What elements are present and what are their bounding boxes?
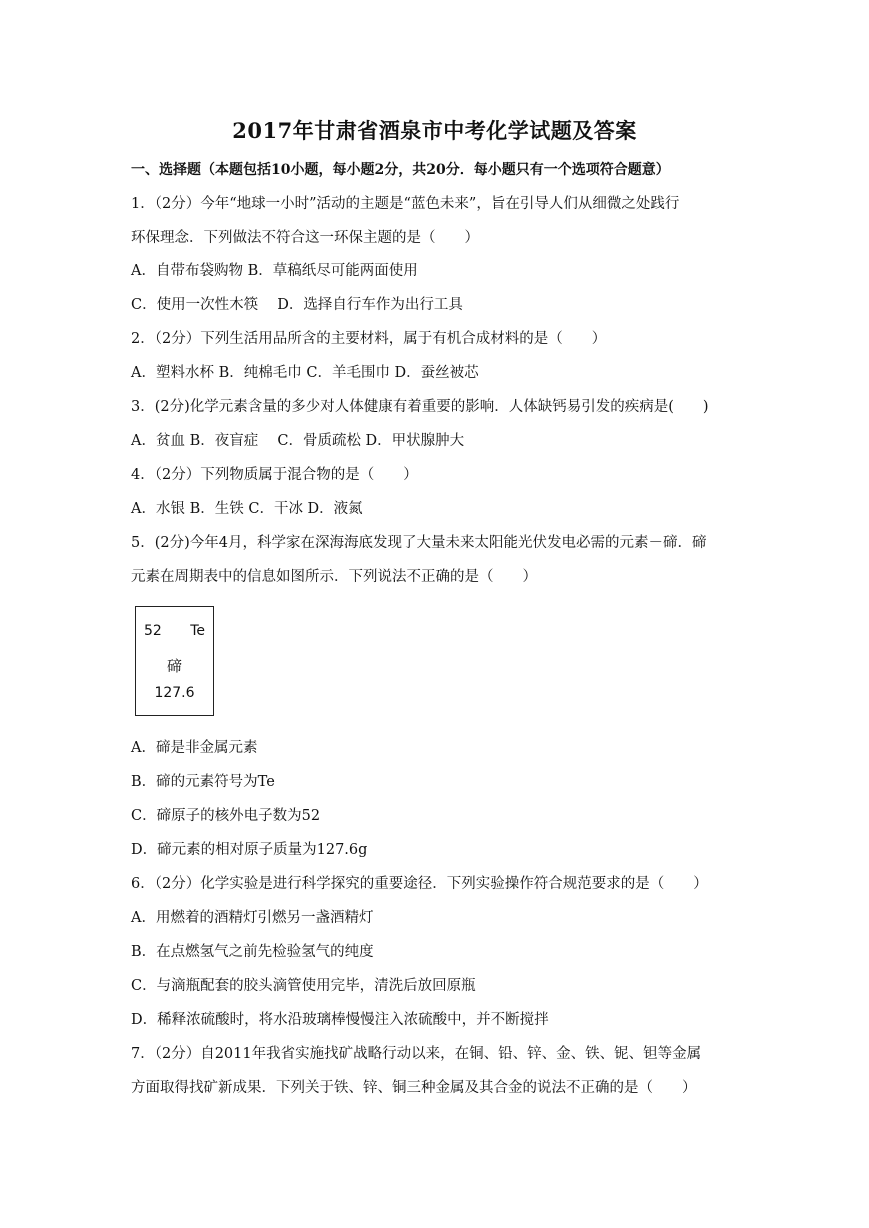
q2-options: A．塑料水杯 B．纯棉毛巾 C．羊毛围巾 D．蚕丝被芯	[131, 365, 479, 381]
q6-option-d: D．稀释浓硫酸时，将水沿玻璃棒慢慢注入浓硫酸中，并不断搅拌	[131, 1012, 549, 1028]
q5-stem-line1: 5．(2分)今年4月，科学家在深海海底发现了大量未来太阳能光伏发电必需的元素－碲．碲	[131, 535, 707, 551]
q5-option-d: D．碲元素的相对原子质量为127.6g	[131, 842, 368, 858]
atomic-number: 52	[144, 623, 162, 639]
q1-stem-line1: 1．（2分）今年“地球一小时”活动的主题是“蓝色未来”，旨在引导人们从细微之处践行	[131, 196, 680, 212]
q3-options: A．贫血 B．夜盲症 C．骨质疏松 D．甲状腺肿大	[131, 433, 465, 449]
q1-options-cd: C．使用一次性木筷 D．选择自行车作为出行工具	[131, 297, 463, 313]
q6-option-a: A．用燃着的酒精灯引燃另一盏酒精灯	[131, 910, 374, 926]
q5-option-b: B．碲的元素符号为Te	[131, 774, 275, 790]
q5-stem-line2: 元素在周期表中的信息如图所示．下列说法不正确的是（ ）	[131, 569, 537, 585]
element-symbol: Te	[190, 623, 205, 639]
q6-option-b: B．在点燃氢气之前先检验氢气的纯度	[131, 944, 374, 960]
q4-options: A．水银 B．生铁 C．干冰 D．液氮	[131, 501, 363, 517]
q1-options-ab: A．自带布袋购物 B．草稿纸尽可能两面使用	[131, 263, 418, 279]
q7-stem-line2: 方面取得找矿新成果．下列关于铁、锌、铜三种金属及其合金的说法不正确的是（ ）	[131, 1080, 697, 1096]
q2-stem: 2．（2分）下列生活用品所含的主要材料，属于有机合成材料的是（ ）	[131, 331, 607, 347]
q6-stem: 6．（2分）化学实验是进行科学探究的重要途径．下列实验操作符合规范要求的是（ ）	[131, 876, 708, 892]
section-heading: 一、选择题（本题包括10小题，每小题2分，共20分．每小题只有一个选项符合题意）	[131, 162, 670, 178]
periodic-element-card	[135, 606, 214, 716]
atomic-mass: 127.6	[154, 685, 195, 701]
q6-option-c: C．与滴瓶配套的胶头滴管使用完毕，清洗后放回原瓶	[131, 978, 476, 994]
q5-option-a: A．碲是非金属元素	[131, 740, 258, 756]
q5-option-c: C．碲原子的核外电子数为52	[131, 808, 321, 824]
q4-stem: 4．（2分）下列物质属于混合物的是（ ）	[131, 467, 418, 483]
page-title: 2017年甘肃省酒泉市中考化学试题及答案	[232, 118, 637, 143]
element-name: 碲	[166, 657, 182, 675]
q7-stem-line1: 7．（2分）自2011年我省实施找矿战略行动以来，在铜、铅、锌、金、铁、铌、钽等金属	[131, 1046, 702, 1062]
q1-stem-line2: 环保理念．下列做法不符合这一环保主题的是（ ）	[131, 230, 479, 246]
q3-stem: 3．(2分)化学元素含量的多少对人体健康有着重要的影响．人体缺钙易引发的疾病是( )	[131, 399, 709, 415]
